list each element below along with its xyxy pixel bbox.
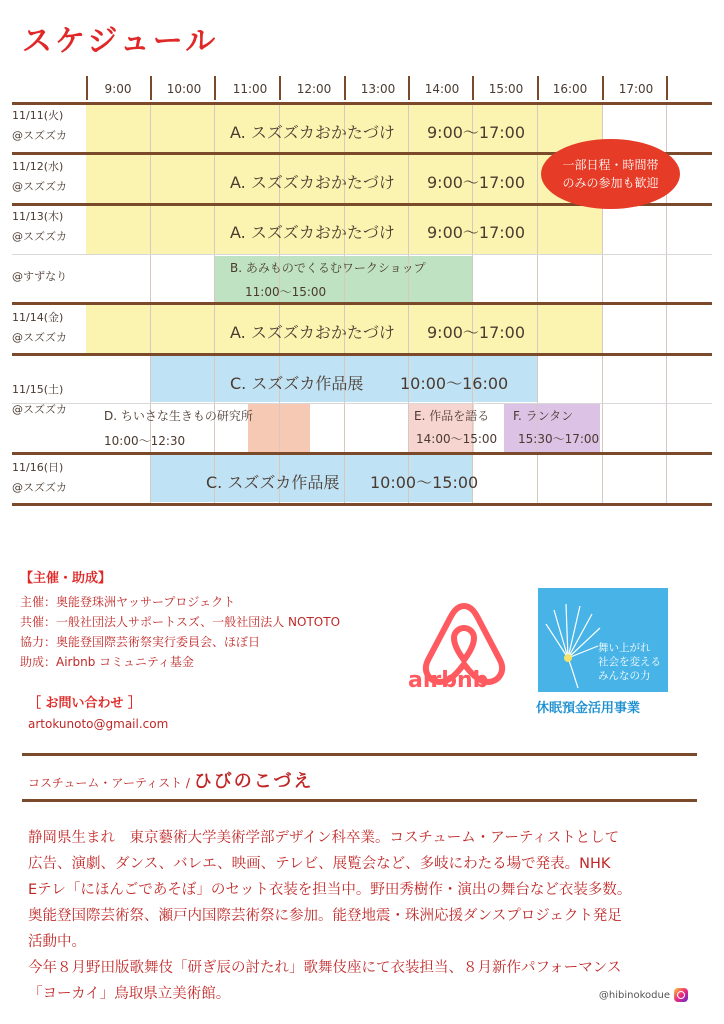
row-date: 11/13(木) bbox=[12, 210, 64, 223]
row-label-1114 bbox=[12, 308, 67, 348]
header-tick bbox=[86, 76, 88, 100]
row-label-1116 bbox=[12, 458, 67, 498]
event-b-title: B. あみものでくるむワークショップ bbox=[230, 261, 426, 275]
row-date: 11/14(金) bbox=[12, 311, 64, 324]
header-tick bbox=[472, 76, 474, 100]
event-a-title: A. スズズカおかたづけ bbox=[230, 123, 395, 142]
sponsor-heading: 【主催・助成】 bbox=[20, 571, 112, 586]
row-divider bbox=[12, 353, 712, 356]
row-divider-thin bbox=[12, 254, 712, 255]
event-c-time: 10:00〜15:00 bbox=[370, 473, 479, 492]
time-label: 9:00 bbox=[104, 82, 132, 96]
fund-line: みんなの力 bbox=[598, 670, 651, 682]
header-tick bbox=[279, 76, 281, 100]
row-date: 11/15(土) bbox=[12, 383, 64, 396]
row-venue: @すずなり bbox=[12, 270, 68, 283]
row-label-1115 bbox=[12, 380, 67, 420]
bio-line: 今年８月野田版歌舞伎「研ぎ辰の討たれ」歌舞伎座にて衣装担当、８月新作パフォーマンス bbox=[28, 960, 622, 976]
contact-email[interactable]: artokunoto@gmail.com bbox=[28, 717, 169, 731]
bio-line: 「ヨーカイ」鳥取県立美術館。 bbox=[28, 986, 231, 1002]
row-date: 11/11(火) bbox=[12, 109, 64, 122]
header-tick bbox=[408, 76, 410, 100]
event-c-title: C. スズズカ作品展 bbox=[230, 374, 364, 393]
row-venue: @スズズカ bbox=[12, 481, 67, 494]
event-c-time: 10:00〜16:00 bbox=[400, 374, 509, 393]
note-line: 一部日程・時間帯 bbox=[562, 158, 659, 172]
fund-line: 社会を変える bbox=[598, 656, 661, 668]
contact-heading: ［ お問い合わせ ］ bbox=[28, 696, 142, 711]
sponsor-line: 協力：奥能登国際芸術祭実行委員会、ほぼ日 bbox=[20, 635, 261, 649]
event-a-title: A. スズズカおかたづけ bbox=[230, 323, 395, 342]
row-label-1112 bbox=[12, 157, 67, 197]
row-venue: @スズズカ bbox=[12, 230, 67, 243]
event-a-title: A. スズズカおかたづけ bbox=[230, 173, 395, 192]
sponsor-line: 助成：Airbnb コミュニティ基金 bbox=[20, 655, 194, 669]
airbnb-wordmark: airbnb bbox=[408, 668, 489, 693]
header-tick bbox=[150, 76, 152, 100]
bio-line: 活動中。 bbox=[28, 934, 86, 950]
event-f-time: 15:30〜17:00 bbox=[518, 432, 600, 446]
header-tick bbox=[666, 76, 668, 100]
instagram-text: @hibinokodue bbox=[598, 989, 670, 1001]
fund-caption: 休眠預金活用事業 bbox=[536, 701, 641, 716]
time-label: 11:00 bbox=[232, 82, 268, 96]
sponsor-section bbox=[20, 567, 400, 672]
artist-bio bbox=[28, 825, 698, 1007]
bio-line: 静岡県生まれ 東京藝術大学美術学部デザイン科卒業。コスチューム・アーティストとして bbox=[28, 830, 620, 846]
fund-text bbox=[598, 641, 661, 683]
section-divider bbox=[22, 799, 697, 802]
time-label: 10:00 bbox=[166, 82, 202, 96]
event-d-title: D. ちいさな生きもの研究所 bbox=[104, 409, 253, 423]
event-a-time: 9:00〜17:00 bbox=[427, 323, 526, 342]
row-venue: @スズズカ bbox=[12, 403, 67, 416]
event-b-time: 11:00〜15:00 bbox=[245, 285, 327, 299]
row-date: 11/12(水) bbox=[12, 160, 64, 173]
event-e-time: 14:00〜15:00 bbox=[416, 432, 498, 446]
row-divider bbox=[12, 102, 712, 105]
row-venue: @スズズカ bbox=[12, 129, 67, 142]
row-label-1111 bbox=[12, 106, 67, 146]
row-divider-thin bbox=[12, 403, 712, 404]
sponsor-line: 共催：一般社団法人サポートスズ、一般社団法人 NOTOTO bbox=[20, 615, 341, 629]
time-label: 17:00 bbox=[618, 82, 654, 96]
bio-line: 奥能登国際芸術祭、瀬戸内国際芸術祭に参加。能登地震・珠洲応援ダンスプロジェクト発足 bbox=[28, 908, 622, 924]
contact-section bbox=[28, 692, 168, 731]
row-venue: @スズズカ bbox=[12, 180, 67, 193]
time-label: 14:00 bbox=[424, 82, 460, 96]
event-f-title: F. ランタン bbox=[513, 409, 574, 423]
time-label: 15:00 bbox=[488, 82, 524, 96]
event-a-time: 9:00〜17:00 bbox=[427, 173, 526, 192]
header-tick bbox=[537, 76, 539, 100]
row-divider bbox=[12, 302, 712, 305]
time-label: 12:00 bbox=[296, 82, 332, 96]
row-venue: @スズズカ bbox=[12, 331, 67, 344]
fund-line: 舞い上がれ bbox=[598, 642, 651, 654]
row-label-suzunari bbox=[12, 267, 67, 287]
instagram-icon bbox=[674, 988, 688, 1002]
row-date: 11/16(日) bbox=[12, 461, 64, 474]
instagram-handle[interactable] bbox=[599, 988, 688, 1002]
artist-heading bbox=[28, 767, 313, 793]
note-bubble bbox=[541, 139, 680, 209]
time-label: 16:00 bbox=[552, 82, 588, 96]
bio-line: Eテレ「にほんごであそぼ」のセット衣装を担当中。野田秀樹作・演出の舞台など衣装多数。 bbox=[28, 882, 632, 898]
event-d-time: 10:00〜12:30 bbox=[104, 434, 186, 448]
header-tick bbox=[344, 76, 346, 100]
page-title: スケジュール bbox=[22, 24, 219, 59]
note-line: のみの参加も歓迎 bbox=[562, 176, 659, 190]
event-c-title: C. スズズカ作品展 bbox=[206, 473, 340, 492]
sponsor-line: 主催：奥能登珠洲ヤッサープロジェクト bbox=[20, 595, 236, 609]
time-label: 13:00 bbox=[360, 82, 396, 96]
bio-line: 広告、演劇、ダンス、バレエ、映画、テレビ、展覧会など、多岐にわたる場で発表。NHK bbox=[28, 856, 611, 872]
row-divider bbox=[12, 452, 712, 455]
header-tick bbox=[214, 76, 216, 100]
row-divider bbox=[12, 503, 712, 506]
header-tick bbox=[602, 76, 604, 100]
event-e-title: E. 作品を語る bbox=[414, 409, 490, 423]
event-a-time: 9:00〜17:00 bbox=[427, 123, 526, 142]
event-a-time: 9:00〜17:00 bbox=[427, 223, 526, 242]
artist-name: ひびのこづえ bbox=[193, 771, 314, 792]
section-divider bbox=[22, 753, 697, 756]
event-a-title: A. スズズカおかたづけ bbox=[230, 223, 395, 242]
row-label-1113 bbox=[12, 207, 67, 247]
artist-role: コスチューム・アーティスト / bbox=[28, 776, 194, 790]
